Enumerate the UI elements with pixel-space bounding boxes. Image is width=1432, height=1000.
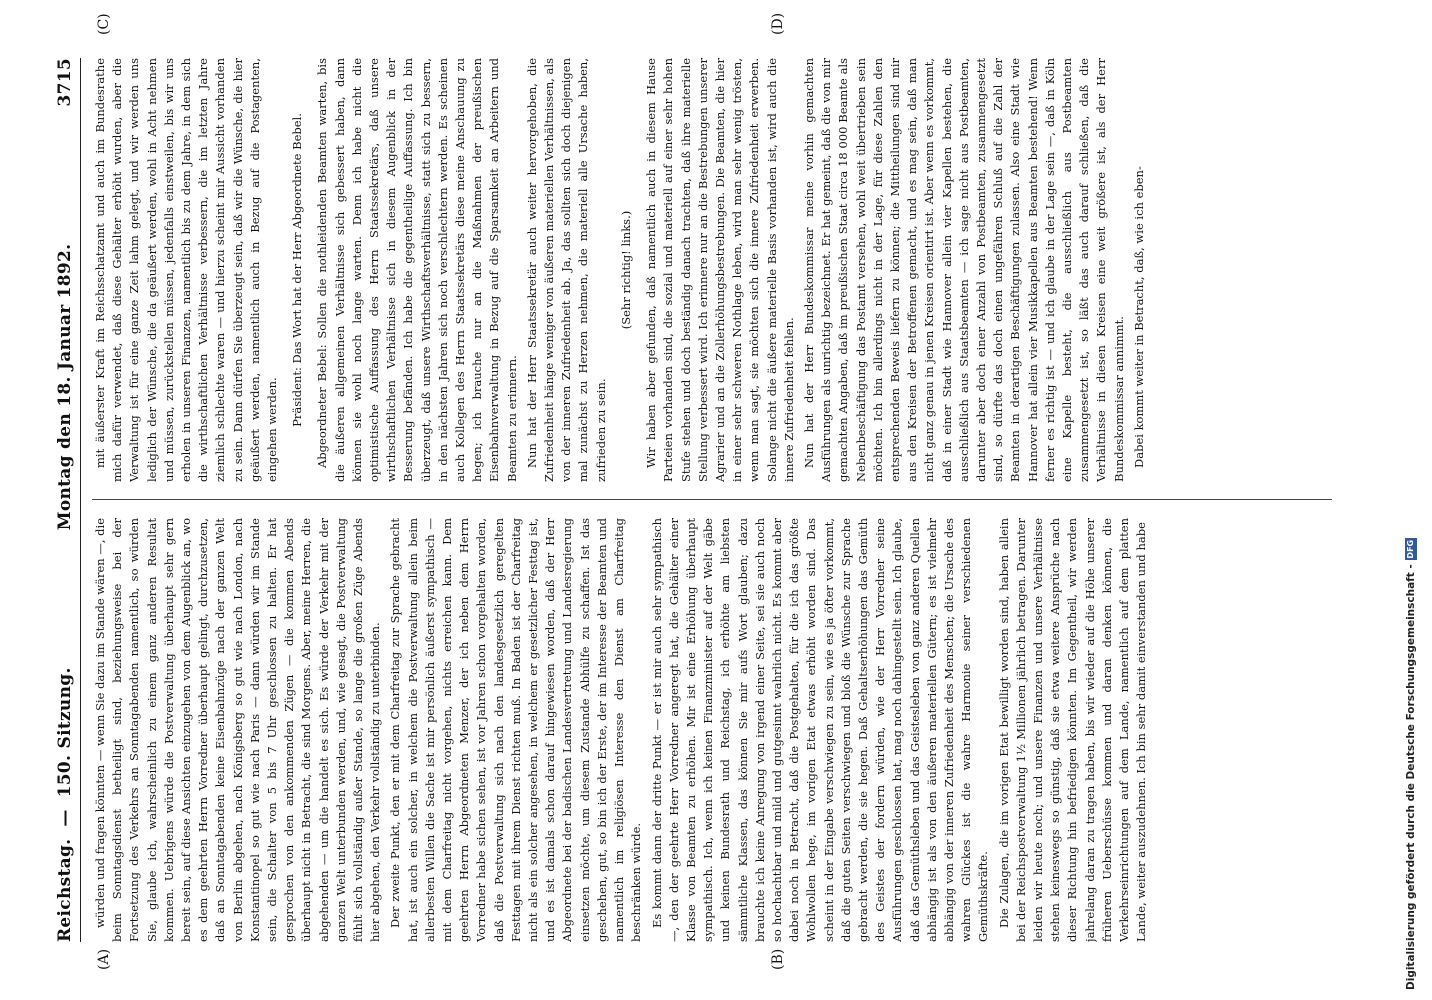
left-column bbox=[92, 518, 1192, 942]
right-column bbox=[92, 58, 1192, 482]
paragraph: mit äußerster Kraft im Reichsschatzamt und auch im Bundesrathe mich dafür verwendet, daß diese Gehälter erhöht wurden, aber die Verwaltung ist für eine ganze Zeit lahm gelegt, und wir werden uns lediglich der Wünsche, die da geäußert werden, wohl in Acht nehmen und müssen, zurückstellen müssen, jedenfalls einstweilen, bis wir uns erholen in unseren Finanzen, namentlich bis zu dem Jahre, in dem sich die wirthschaftlichen Verhältnisse verbessern, die im letzten Jahre ziemlich schlechte waren — und hierzu scheint mir Aussicht vorhanden zu sein. Dann dürfen Sie überzeugt sein, daß wir die Wünsche, die hier geäußert werden, namentlich auch in Bezug auf die Postagenten, eingehen werden. bbox=[93, 58, 280, 482]
digitization-credit bbox=[1405, 538, 1417, 990]
interjection: (Sehr richtig! links.) bbox=[618, 210, 633, 330]
margin-marker-c: (C) bbox=[96, 13, 112, 35]
credit-text: Digitalisierung gefördert durch die Deutsche Forschungsgemeinschaft - bbox=[1405, 564, 1417, 990]
margin-marker-d: (D) bbox=[770, 12, 786, 35]
margin-marker-b: (B) bbox=[770, 948, 786, 970]
paragraph: Dabei kommt weiter in Betracht, daß, wie ich eben- bbox=[1131, 166, 1146, 468]
column-divider bbox=[92, 499, 1332, 500]
header-session: 150. Sitzung. bbox=[55, 667, 75, 798]
paragraph: würden und fragen könnten — wenn Sie dazu im Stande wären —, die beim Sonntagsdienst betheiligt sind, beziehungsweise bei der Fortsetzung des Verkehrs an Sonntagabenden namentlich, so würden Sie, glaube ich, wahrscheinlich zu einem ganz anderen Resultat kommen. Uebrigens würde die Postverwaltung überhaupt sehr gern bereit sein, auf diese Ansichten einzugehen von dem Augenblick an, wo es dem geehrten Herrn Vorredner überhaupt gelingt, durchzusetzen, daß an Sonntagabenden keine Eisenbahnzüge nach der ganzen Welt von Berlin abgehen, nach Königsberg so gut wie nach London, nach Konstantinopel so gut wie nach Paris — dann würden wir im Stande sein, die Schalter von 5 bis 7 Uhr geschlossen zu halten. Er hat gesprochen von den ankommenden Zügen — die kommen Abends überhaupt nicht in Betracht, die sind Morgens. Aber, meine Herren, die abgehenden — um die handelt es sich. Es würde der Verkehr mit der ganzen Welt unterbunden werden, und, wie gesagt, die Postverwaltung fühlt sich vollständig außer Stande, so lange die großen Züge Abends hier abgehen, den Verkehr vollständig zu unterbinden. bbox=[93, 518, 383, 942]
header-date: Montag den 18. Januar 1892. bbox=[55, 243, 75, 531]
dfg-logo-icon: DFG bbox=[1406, 539, 1415, 559]
paragraph: Nun hat der Herr Staatssekretär auch weiter hervorgehoben, die Zufriedenheit hänge weniger von äußeren materiellen Verhältnissen, als von der inneren Zufriedenheit ab. Ja, das sollten sich doch diejenigen mal zunächst zu Herzen nehmen, die materiell alle Ursache haben, zufrieden zu sein. bbox=[524, 58, 608, 482]
paragraph: Abgeordneter Bebel: Sollen die nothleidenden Beamten warten, bis die äußeren allgemeinen Verhältnisse sich gebessert haben, dann können sie wohl noch lange warten. Denn ich habe nicht die optimistische Auffassung des Herrn Staatssekretärs, daß unsere wirthschaftlichen Verhältnisse sich in diesem Augenblick in der Besserung befänden. Ich habe die gegentheilige Auffassung. Ich bin überzeugt, daß unsere Wirthschaftsverhältnisse, statt sich zu bessern, in den nächsten Jahren sich noch verschlechtern werden. Es scheinen auch Kollegen des Herrn Staatssekretärs diese meine Anschauung zu hegen; ich brauche nur an die Maßnahmen der preußischen Eisenbahnverwaltung in Bezug auf die Sparsamkeit an Arbeitern und Beamten zu erinnern. bbox=[315, 58, 519, 482]
header-title: Reichstag. bbox=[55, 838, 75, 942]
president-remark: Präsident: Das Wort hat der Herr Abgeordnete Bebel. bbox=[290, 113, 305, 427]
header-dash: — bbox=[55, 809, 75, 827]
paragraph: Die Zulagen, die im vorigen Etat bewilligt worden sind, haben allein bei der Reichspostverwaltung 1½ Millionen jährlich betragen. Darunter leiden wir heute noch; und unsere Finanzen und unsere Verhältnisse stehen keineswegs so günstig, daß sie etwa weitere Ansprüche nach dieser Richtung hin befriedigen könnten. Im Gegentheil, wir werden jahrelang daran zu tragen haben, bis wir wieder auf die Höhe unserer früheren Ueberschüsse kommen und daran denken können, die Verkehrseinrichtungen auf dem Lande, namentlich auf dem platten Lande, weiter auszudehnen. Ich bin sehr damit einverstanden und habe bbox=[996, 518, 1149, 942]
page-header bbox=[40, 58, 81, 942]
paragraph: Der zweite Punkt, den er mit dem Charfreitag zur Sprache gebracht hat, ist auch ein solcher, in welchem die Postverwaltung allein beim allerbesten Willen die Sache ist mir persönlich äußerst sympathisch — mit dem Charfreitag nicht vorgehen, nichts erreichen kann. Dem geehrten Herrn Abgeordneten Menzer, der ich neben dem Herrn Vorredner habe sichen sehen, ist vor Jahren schon vorgehalten worden, daß die Postverwaltung sich nach den landesgesetzlich geregelten Festtagen mit ihrem Dienst richten muß. In Baden ist der Charfreitag nicht als ein solcher angesehen, in welchem er gesetzlicher Festtag ist, und es ist damals schon darauf hingewiesen worden, daß der Herr Abgeordnete bei der badischen Landesvertretung und Landesregierung einsetzen möchte, um diesem Zustande Abhülfe zu schaffen. Ist das geschehen, gut, so bin ich der Erste, der im Interesse der Beamten und namentlich im religiösen Interesse den Dienst am Charfreitag beschränken würde. bbox=[388, 518, 644, 942]
page-number: 3715 bbox=[55, 58, 75, 107]
paragraph: Wir haben aber gefunden, daß namentlich auch in diesem Hause Parteien vorhanden sind, die sozial und materiell auf einer sehr hohen Stufe stehen und doch beständig danach trachten, daß ihre materielle Stellung verbessert wird. Ich erinnere nur an die Bestrebungen unserer Agrarier und an die Zollerhöhungsbestrebungen. Die Beamten, die hier in einer sehr schweren Nothlage leben, wird man sehr wenig trösten, wenn man sagt, sie möchten sich die innere Zufriedenheit erwerben. Solange nicht die äußere materielle Basis vorhanden ist, wird auch die innere Zufriedenheit fehlen. bbox=[644, 58, 796, 482]
margin-marker-a: (A) bbox=[96, 948, 112, 970]
paragraph: Nun hat der Herr Bundeskommissar meine vorhin gemachten Ausführungen als unrichtig bezeichnet. Er hat gemeint, daß die von mir gemachten Angaben, daß im preußischen Staat circa 18 000 Beamte als Nebenbeschäftigung das Postamt versehen, wohl weit übertrieben sein möchten. Ich bin allerdings nicht in der Lage, für diese Zahlen den entsprechenden Beweis liefern zu können; die Mittheilungen sind mir aus den Kreisen der Betroffenen gemacht, und es mag sein, daß man nicht ganz genau in jenen Kreisen orientirt ist. Aber wenn es vorkommt, daß in einer Stadt wie Hannover allein vier Kapellen bestehen, die ausschließlich aus Staatsbeamten — ich sage nicht aus Postbeamten, darunter aber doch einer Anzahl von Postbeamten, zusammengesetzt sind, so dürfte das doch einen ungefähren Schluß auf die Zahl der Beamten in derartigen Beschäftigungen zulassen. Also eine Stadt wie Hannover hat allein vier Musikkapellen aus Beamten bestehend! Wenn ferner es richtig ist — und ich glaube in der Lage sein —, daß in Köln eine Kapelle besteht, die ausschließlich aus Postbeamten zusammengesetzt ist, so läßt das auch darauf schließen, daß die Verhältnisse in diesen Kreisen eine weit größere ist, als der Herr Bundeskommissar annimmt. bbox=[801, 58, 1126, 482]
paragraph: Es kommt dann der dritte Punkt — er ist mir auch sehr sympathisch —, den der geehrte Herr Vorredner angeregt hat, die Gehälter einer Klasse von Beamten zu erhöhen. Mir ist eine Erhöhung überhaupt sympathisch. Ich, wenn ich keinen Finanzminister auf der Welt gäbe und keinen Bundesrath und Reichstag, ich erhöhte am liebsten sämmtliche Klassen, das können Sie mir aufs Wort glauben; dazu brauchte ich keine Anregung von irgend einer Seite, sei sie auch noch so hochachtbar und mild und gutgesinnt wahrlich nicht. Es kommt aber dabei noch in Betracht, daß die Postgehalten, für die ich das größte Wohlwollen hege, im vorigen Etat etwas erhöht worden sind. Das scheint in der Eingabe verschwiegen zu sein, wie es ja öfter vorkommt, daß die guten Seiten verschwiegen und bloß die Wünsche zur Sprache gebracht werden, die sie hegen. Daß Gehaltserhöhungen das Gemüth des Geistes der fordern würden, wie der Herr Vorredner seine Ausführungen geschlossen hat, mag noch dahingestellt sein. Ich glaube, daß das Gemüthsleben und das Geistesleben von ganz anderen Quellen abhängig ist als von den äußeren materiellen Gütern; es ist vielmehr abhängig von der inneren Zufriedenheit des Menschen; die Ursache des wahren Glückes ist die wahre Harmonie seiner verschiedenen Gemüthskräfte. bbox=[649, 518, 991, 942]
